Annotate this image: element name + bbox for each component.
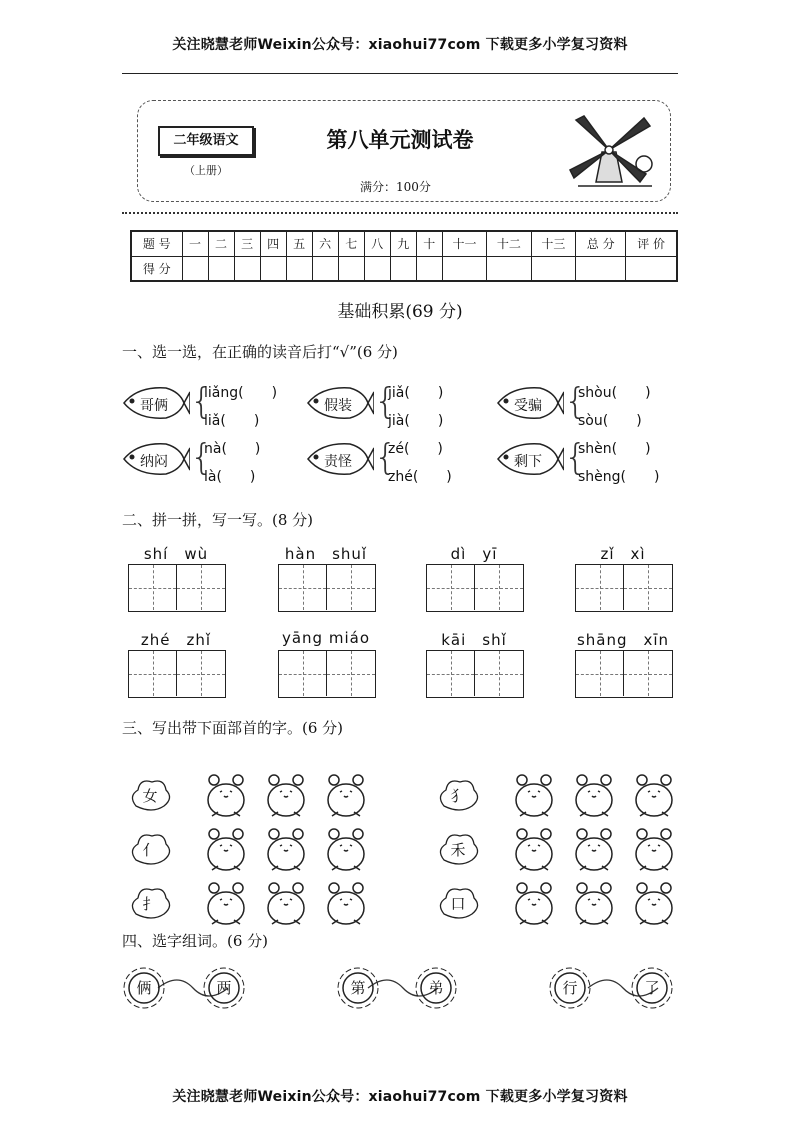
writing-grid[interactable] — [128, 650, 226, 698]
hamster-answer-box[interactable] — [572, 880, 616, 930]
hamster-answer-box[interactable] — [264, 826, 308, 876]
footer-promo-text: 关注晓慧老师Weixin公众号：xiaohui77com 下载更多小学复习资料 — [172, 1089, 628, 1105]
pinyin-label: zhé zhǐ — [140, 631, 212, 649]
q1-item — [118, 381, 278, 429]
writing-grid[interactable] — [278, 650, 376, 698]
q4-char-label: 了 — [644, 979, 660, 997]
pinyin-label: dì yī — [450, 545, 498, 563]
q1-word: 剩下 — [514, 454, 542, 470]
hamster-answer-box[interactable] — [264, 772, 308, 822]
hamster-answer-box[interactable] — [204, 772, 248, 822]
q1-title: 一、选一选，在正确的读音后打“√”(6 分) — [122, 343, 398, 361]
q1-option[interactable]: shòu( ) — [578, 385, 651, 401]
score-cell[interactable] — [390, 256, 416, 281]
writing-grid[interactable] — [426, 564, 524, 612]
q1-option[interactable]: liǎng( ) — [204, 385, 278, 401]
writing-grid[interactable] — [128, 564, 226, 612]
q1-item — [118, 437, 261, 485]
q1-option[interactable]: jiǎ( ) — [388, 385, 444, 401]
q1-option[interactable]: shèng( ) — [578, 469, 660, 485]
hamster-answer-box[interactable] — [324, 880, 368, 930]
score-cell[interactable] — [234, 256, 260, 281]
q1-word: 哥俩 — [140, 398, 168, 414]
score-cell[interactable] — [531, 256, 575, 281]
writing-grid[interactable] — [278, 564, 376, 612]
brace: { — [190, 381, 213, 422]
q2-title: 二、拼一拼，写一写。(8 分) — [122, 511, 314, 529]
score-header-cell: 二 — [208, 231, 234, 256]
pinyin-label: kāi shǐ — [441, 631, 507, 649]
score-header-cell: 评 价 — [626, 231, 677, 256]
grade-label: 二年级语文 — [158, 126, 254, 156]
header-divider — [122, 73, 678, 74]
hamster-answer-box[interactable] — [204, 826, 248, 876]
radical-label: 亻 — [128, 830, 172, 870]
hamster-answer-box[interactable] — [512, 772, 556, 822]
score-header-cell: 六 — [312, 231, 338, 256]
q1-item — [492, 437, 660, 485]
score-header-cell: 十二 — [487, 231, 531, 256]
score-table — [130, 230, 678, 282]
writing-grid[interactable] — [426, 650, 524, 698]
q4-title: 四、选字组词。(6 分) — [122, 932, 269, 950]
pinyin-label: hàn shuǐ — [284, 545, 368, 563]
windmill-icon — [566, 112, 658, 196]
hamster-answer-box[interactable] — [632, 826, 676, 876]
q1-option[interactable]: là( ) — [204, 469, 256, 485]
q4-char-label: 第 — [350, 979, 366, 997]
header-promo-text: 关注晓慧老师Weixin公众号：xiaohui77com 下载更多小学复习资料 — [172, 37, 628, 53]
score-cell[interactable] — [487, 256, 531, 281]
score-cell[interactable] — [442, 256, 486, 281]
radical-label: 口 — [436, 884, 480, 924]
score-header-cell: 一 — [182, 231, 208, 256]
score-cell[interactable] — [260, 256, 286, 281]
score-cell[interactable] — [626, 256, 677, 281]
radical-label: 禾 — [436, 830, 480, 870]
pinyin-label: shāng xīn — [576, 631, 670, 649]
hamster-answer-box[interactable] — [632, 772, 676, 822]
score-cell[interactable] — [338, 256, 364, 281]
q4-char[interactable] — [630, 966, 674, 1010]
q4-char[interactable] — [414, 966, 458, 1010]
full-score: 满分：100分 — [360, 180, 431, 194]
q1-option[interactable]: liǎ( ) — [204, 413, 260, 429]
hamster-answer-box[interactable] — [512, 880, 556, 930]
q4-char[interactable] — [122, 966, 166, 1010]
score-row-label: 得 分 — [131, 256, 182, 281]
hamster-answer-box[interactable] — [324, 772, 368, 822]
radical-label: 女 — [128, 776, 172, 816]
q4-char-label: 两 — [216, 979, 232, 997]
q3-title: 三、写出带下面部首的字。(6 分) — [122, 719, 344, 737]
page-title: 第八单元测试卷 — [326, 127, 474, 152]
score-header-cell: 总 分 — [576, 231, 626, 256]
writing-grid[interactable] — [575, 650, 673, 698]
q1-option[interactable]: jià( ) — [388, 413, 444, 429]
writing-grid[interactable] — [575, 564, 673, 612]
hamster-answer-box[interactable] — [572, 826, 616, 876]
brace: { — [564, 437, 587, 478]
hamster-answer-box[interactable] — [264, 880, 308, 930]
hamster-answer-box[interactable] — [204, 880, 248, 930]
score-header-cell: 十一 — [442, 231, 486, 256]
q4-char-label: 俩 — [136, 979, 152, 997]
q1-item — [302, 437, 452, 485]
pinyin-label: yāng miáo — [281, 629, 370, 647]
brace: { — [564, 381, 587, 422]
pinyin-label: zǐ xì — [600, 545, 646, 563]
radical-label: 犭 — [436, 776, 480, 816]
q4-char-label: 行 — [562, 979, 578, 997]
q1-option[interactable]: sòu( ) — [578, 413, 642, 429]
score-header-cell: 三 — [234, 231, 260, 256]
brace: { — [374, 381, 397, 422]
score-header-cell: 四 — [260, 231, 286, 256]
radical-label: 扌 — [128, 884, 172, 924]
score-cell[interactable] — [416, 256, 442, 281]
q1-word: 受骗 — [514, 398, 542, 414]
q4-char[interactable] — [202, 966, 246, 1010]
score-header-cell: 十三 — [531, 231, 575, 256]
q1-word: 纳闷 — [140, 454, 168, 470]
q1-option[interactable]: nà( ) — [204, 441, 261, 457]
brace: { — [190, 437, 213, 478]
q4-char[interactable] — [548, 966, 592, 1010]
score-cell[interactable] — [286, 256, 312, 281]
hamster-answer-box[interactable] — [324, 826, 368, 876]
score-header-cell: 十 — [416, 231, 442, 256]
brace: { — [374, 437, 397, 478]
q1-word: 假装 — [324, 398, 352, 414]
section-title: 基础积累(69 分) — [337, 302, 463, 322]
volume-label: （上册） — [184, 164, 228, 177]
hamster-answer-box[interactable] — [572, 772, 616, 822]
q1-option[interactable]: zhé( ) — [388, 469, 452, 485]
pinyin-label: shí wù — [143, 545, 209, 563]
q4-char-label: 弟 — [428, 979, 444, 997]
score-header-cell: 题 号 — [131, 231, 182, 256]
q1-option[interactable]: shèn( ) — [578, 441, 651, 457]
score-cell[interactable] — [576, 256, 626, 281]
q1-option[interactable]: zé( ) — [388, 441, 443, 457]
q1-item — [492, 381, 651, 429]
score-header-cell: 五 — [286, 231, 312, 256]
score-header-cell: 七 — [338, 231, 364, 256]
score-cell[interactable] — [208, 256, 234, 281]
dotted-divider — [122, 212, 678, 214]
score-cell[interactable] — [182, 256, 208, 281]
q4-char[interactable] — [336, 966, 380, 1010]
score-header-cell: 九 — [390, 231, 416, 256]
q1-word: 责怪 — [324, 454, 352, 470]
hamster-answer-box[interactable] — [512, 826, 556, 876]
q1-item — [302, 381, 444, 429]
hamster-answer-box[interactable] — [632, 880, 676, 930]
score-cell[interactable] — [312, 256, 338, 281]
score-header-cell: 八 — [364, 231, 390, 256]
score-cell[interactable] — [364, 256, 390, 281]
